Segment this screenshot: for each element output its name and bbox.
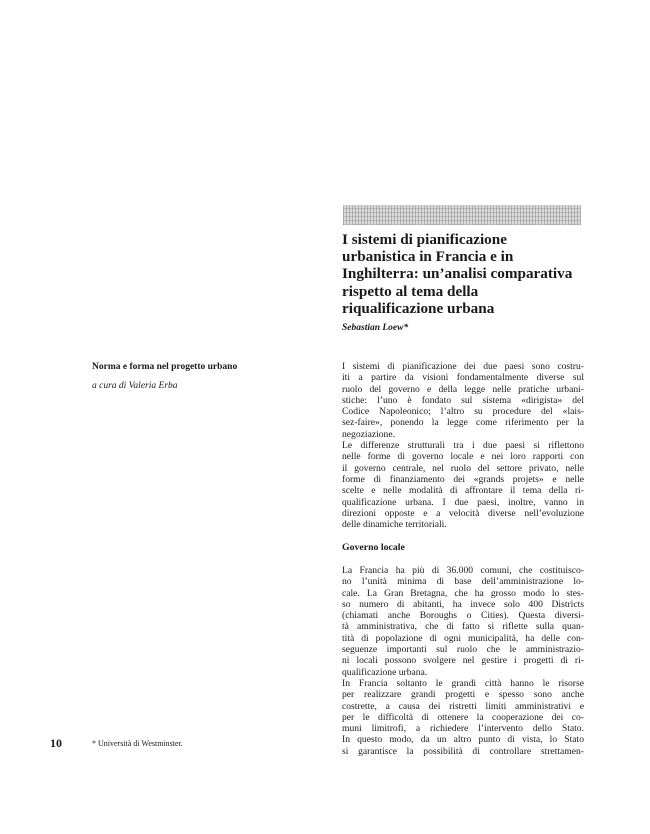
header-texture-band xyxy=(343,205,581,225)
section-paragraph xyxy=(342,565,584,757)
title-line: I sistemi di pianificazione xyxy=(342,231,507,248)
text-line: qualificazione urbana. xyxy=(342,666,428,678)
text-line: so numero di abitanti, ha invece solo 400 Districts xyxy=(342,598,584,610)
text-line: negoziazione. xyxy=(342,428,396,440)
text-line: no l’unità minima di base dell’amministrazione lo- xyxy=(342,576,584,588)
text-line: Le differenze strutturali tra i due paesi si riflettono xyxy=(342,440,584,452)
text-line: La Francia ha più di 36.000 comuni, che costituisco- xyxy=(342,565,584,576)
text-line: In questo modo, da un altro punto di vista, lo Stato xyxy=(342,734,584,746)
text-line: seguenze importanti sul ruolo che le amministrazio- xyxy=(342,644,584,656)
series-title: Norma e forma nel progetto urbano xyxy=(92,362,238,372)
text-line: direzioni opposte e a velocità diverse nell’evoluzione xyxy=(342,507,584,519)
text-line: ruolo del governo e della legge nelle pratiche urbani- xyxy=(342,383,584,395)
title-line: urbanistica in Francia e in xyxy=(342,248,514,266)
text-line: I sistemi di pianificazione dei due paesi sono costru- xyxy=(342,361,584,372)
text-line: delle dinamiche territoriali. xyxy=(342,519,447,531)
text-line: stiche: l’uno è fondato sul sistema «dirigista» del xyxy=(342,394,584,406)
text-line: forme di finanziamento dei «grands projets» e nelle xyxy=(342,473,584,485)
text-line: Codice Napoleonico; l’altro su procedure del «lais- xyxy=(342,406,584,418)
text-line: nelle forme di governo locale e nei loro rapporti con xyxy=(342,451,584,463)
series-editor: a cura di Valeria Erba xyxy=(92,381,178,391)
text-line: scelte e nelle modalità di affrontare il tema della ri- xyxy=(342,485,584,497)
text-line: tità di popolazione di ogni municipalità, ha delle con- xyxy=(342,632,584,644)
section-heading: Governo locale xyxy=(342,542,405,553)
text-line: iti a partire da visioni fondamentalmente diverse sul xyxy=(342,372,584,384)
text-line: tà amministrativa, che di fatto si riflette sulla quan- xyxy=(342,621,584,633)
text-line: costrette, a causa dei ristretti limiti amministrativi e xyxy=(342,700,584,712)
footnote: * Università di Westminster. xyxy=(92,739,183,748)
text-line: (chiamati anche Boroughs o Cities). Questa diversi- xyxy=(342,610,584,622)
page-number: 10 xyxy=(50,736,62,750)
text-line: per le difficoltà di ottenere la cooperazione dei co- xyxy=(342,711,584,723)
article-title xyxy=(342,231,592,317)
text-line: si garantisce la possibilità di controllare strettamen- xyxy=(342,745,584,757)
text-line: per realizzare grandi progetti e spesso sono anche xyxy=(342,689,584,701)
intro-paragraph xyxy=(342,361,584,530)
title-line: riqualificazione urbana xyxy=(342,299,495,317)
article-author: Sebastian Loew* xyxy=(342,323,409,333)
text-line: qualificazione urbana. I due paesi, inoltre, vanno in xyxy=(342,496,584,508)
text-line: il governo centrale, nel ruolo del settore privato, nelle xyxy=(342,462,584,474)
text-line: ni locali possono svolgere nel gestire i progetti di ri- xyxy=(342,655,584,667)
text-line: cale. La Gran Bretagna, che ha grosso modo lo stes- xyxy=(342,587,584,599)
text-line: In Francia soltanto le grandi città hanno le risorse xyxy=(342,677,584,689)
text-line: sez-faire», ponendo la legge come riferimento per la xyxy=(342,417,584,429)
title-line: Inghilterra: un’analisi comparativa xyxy=(342,265,573,283)
title-line: rispetto al tema della xyxy=(342,282,479,300)
text-line: muni limitrofi, a richiedere l’intervento dello Stato. xyxy=(342,723,584,735)
